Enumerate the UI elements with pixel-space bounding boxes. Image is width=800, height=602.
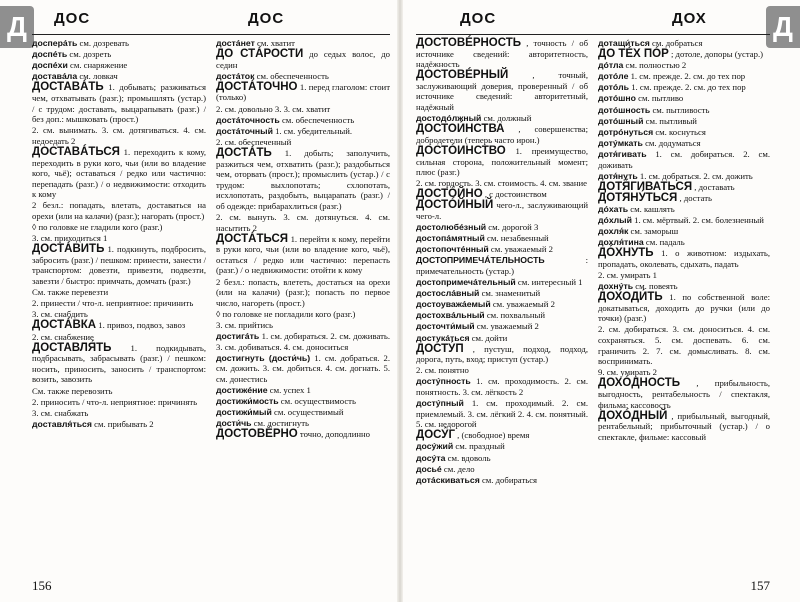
page-number-right: 157 [750, 578, 770, 593]
dictionary-entry [216, 212, 390, 233]
entry-definition: см. добираться [481, 474, 538, 485]
page-number-left: 156 [32, 578, 52, 593]
entry-headword: достослáвный [416, 288, 480, 299]
entry-definition: 1. о животном: издыхать, пропадать, околевать, сдыхать, падать [598, 248, 771, 269]
entry-headword: ДО ТÉХ ПÓР [598, 48, 669, 61]
entry-definition: , достать [679, 192, 712, 203]
entry-definition: 2. см. умирать 1 [598, 269, 658, 280]
dictionary-entry [32, 419, 206, 430]
dictionary-entry [598, 71, 770, 82]
dictionary-entry [416, 464, 588, 475]
entry-headword: доспéть [32, 49, 68, 60]
entry-definition: см. уважаемый 2 [492, 299, 555, 310]
entry-headword: дóхать [598, 203, 629, 214]
entry-definition: см. незабвенный [487, 233, 549, 244]
dictionary-entry [598, 138, 770, 149]
entry-headword: дóтла [598, 60, 624, 71]
entry-headword: дотóле [598, 71, 629, 82]
entry-definition: см. дозреть [69, 49, 112, 60]
dictionary-entry [32, 244, 206, 286]
entry-definition: точно, доподлинно [299, 429, 370, 440]
dictionary-entry [216, 320, 390, 331]
entry-definition: 1. подкидывать, подбрасывать, забрасывать (разг.) / пешком: носить, приносить, заносить / транспортом: возить, завозить [32, 342, 207, 385]
entry-definition: 1. добыть; заполучить, разжиться чем, отхватить (разг.); раздобыться чем, оторвать (прост.); промыслить (устар.) / с трудом: выхлопотать; схлопотать, исхлопотать, раздобыть, выцарапать (разг.) / об одежде: прибарахлиться (разг.) [216, 147, 391, 211]
entry-headword: ДО́ХНУТЬ [598, 247, 654, 260]
entry-definition: 2. см. добираться. 3. см. доноситься. 4. см. сохраняться. 5. см. доспевать. 6. см. граничить 2. 7. см. домысливать. 8. см. воспринимать. [598, 324, 770, 367]
entry-definition: 1. см. убедительный. [275, 125, 353, 136]
dictionary-entry [416, 398, 588, 430]
dictionary-entry [216, 353, 390, 385]
entry-definition: 3. см. прийтись [216, 319, 273, 330]
entry-definition: см. осуществимый [274, 407, 344, 418]
dictionary-entry [416, 38, 588, 70]
dictionary-entry [216, 126, 390, 137]
entry-definition: см. дозревать [79, 38, 130, 48]
running-head-right-1: ДОС [460, 10, 497, 27]
entry-headword: дотáскиваться [416, 474, 480, 485]
dictionary-entry [598, 93, 770, 104]
running-head-left-2: ДОС [248, 10, 285, 27]
right-column-2 [598, 38, 770, 486]
entry-headword: достижи́мый [216, 407, 272, 418]
entry-definition: : примечательность (устар.) [416, 255, 588, 276]
dictionary-entry [598, 127, 770, 138]
entry-headword: достопáмятный [416, 233, 485, 244]
entry-definition: 1. перейти к кому, перейти в руки кого, чьи (или во владение кого, чьё), остаться / редко или частично: перепасть (разг.) / о недвижимости: отойти к кому [216, 233, 390, 276]
entry-definition: чего-л., заслуживающий чего-л. [416, 200, 588, 221]
entry-headword: ДОХÓДНОСТЬ [598, 377, 681, 390]
left-column-2 [216, 38, 390, 440]
entry-headword: ДОСТÓИНСТВО [416, 144, 506, 157]
entry-definition: 1. см. прежде. 2. см. до тех пор [631, 82, 746, 93]
entry-definition: См. также перевозить [32, 385, 113, 396]
entry-definition: , точность / об источнике сведений: авторитетность, надёжность [416, 38, 589, 70]
entry-definition: 3. см. снабжать [32, 407, 89, 418]
entry-definition: см. достигнуть [253, 418, 309, 429]
header-rule-left [32, 34, 390, 35]
dictionary-entry [416, 277, 588, 288]
entry-definition: 1. привоз, подвоз, завоз [98, 320, 186, 331]
entry-definition: см. уважаемый 2 [490, 244, 553, 255]
entry-headword: ДОСТÓЙНО [416, 188, 483, 201]
entry-headword: ДОСТÓЙНЫЙ [416, 199, 494, 212]
entry-definition: 1. перед глаголом: стоит (только) [216, 81, 391, 103]
entry-definition: 2. см. вынуть. 3. см. дотянуться. 4. см. насытить 2 [216, 212, 390, 233]
entry-headword: ДОСТОИ́НСТВА [416, 123, 505, 136]
entry-headword: достигáть [216, 331, 260, 342]
dictionary-entry [598, 270, 770, 281]
entry-definition: , с достоинством [484, 189, 547, 200]
left-column-1 [32, 38, 206, 440]
dictionary-entry [416, 333, 588, 344]
entry-definition: см. должный [483, 113, 532, 124]
dictionary-entry [32, 397, 206, 408]
dictionary-entry [416, 222, 588, 233]
dictionary-entry [32, 49, 206, 60]
entry-definition: 1. переходить к кому, переходить в руки кого, чьи (или во владение кого, чьё); оставаться / редко или частично: перепадать (разг.) / о недвижимости: отходить к кому [32, 146, 206, 200]
entry-definition: 2. принести / что-л. неприятное: причинить [32, 298, 194, 309]
entry-definition: см. праздный [455, 441, 505, 452]
entry-definition: см. прибывать 2 [94, 418, 154, 429]
dictionary-entry [598, 411, 770, 443]
entry-headword: доспéхи [32, 60, 68, 71]
entry-definition: см. полностью 2 [625, 60, 687, 71]
entry-headword: досьé [416, 463, 442, 474]
entry-definition: , совершенства; добродетели (теперь часто ирон.) [416, 124, 588, 145]
entry-definition: см. падаль [645, 237, 685, 248]
entry-headword: дотóль [598, 82, 630, 93]
entry-headword: дохля́к [598, 226, 629, 237]
dictionary-entry [32, 60, 206, 71]
entry-definition: см. коснуться [655, 126, 706, 137]
entry-headword: ДОСТОВÉРНОСТЬ [416, 37, 522, 49]
entry-definition: см. осуществимость [280, 396, 356, 407]
entry-definition: см. успех 1 [269, 385, 311, 395]
entry-definition: 2 безл.: попасть, влететь, достаться на орехи (или на калачи) (разг.); попасть по первое число, нагореть (прост.) [216, 276, 390, 308]
entry-headword: достоуважáемый [416, 299, 491, 310]
dictionary-entry [598, 82, 770, 93]
entry-definition: 1. см. проходимость. 2. см. понятность. 3. см. лёгкость 2 [416, 376, 588, 397]
entry-definition: 2. см. снабжение [32, 331, 94, 342]
entry-headword: досперáть [32, 38, 78, 48]
dictionary-entry [32, 343, 206, 385]
dictionary-entry [216, 71, 390, 82]
entry-definition: см. кашлять [630, 203, 675, 214]
dictionary-entry [416, 299, 588, 310]
dictionary-entry [32, 38, 206, 49]
entry-headword: достопримечáтельный [416, 277, 516, 288]
dictionary-entry [216, 234, 390, 276]
entry-headword: ДОСТОПРИМЕЧÁТЕЛЬНОСТЬ [416, 255, 545, 266]
entry-definition: 1. см. добраться. 2. см. дожить. 3. см. добиться. 4. см. догнать. 5. см. донестись [216, 352, 391, 384]
dictionary-entry [598, 38, 770, 49]
entry-headword: ДОСТАВÁТЬ [32, 81, 104, 94]
dictionary-entry [416, 344, 588, 365]
running-head-left-1: ДОС [54, 10, 91, 27]
dictionary-entry [416, 310, 588, 321]
dictionary-entry [598, 182, 770, 193]
entry-headword: ДОТЯНУ́ТЬСЯ [598, 191, 678, 204]
dictionary-entry [32, 298, 206, 309]
entry-definition: 1. см. добираться. 2. см. доживать [598, 148, 771, 170]
entry-headword: ДОСТÁВКА [32, 319, 97, 332]
entry-definition: 1. подкинуть, подбросить, забросить (разг.) / пешком: принести, занести / транспортом: довезти, привезти, подвезти, завезти / быстро: примчать, домчать (разг.) [32, 244, 206, 287]
entry-definition: 2. приносить / что-л. неприятное: причинять [32, 396, 198, 407]
entry-headword: достýпность [416, 376, 471, 387]
dictionary-entry [216, 49, 390, 70]
dictionary-entry [598, 204, 770, 215]
entry-headword: достукáться [416, 332, 470, 343]
entry-headword: ДОСТАВЛЯ́ТЬ [32, 341, 112, 354]
entry-headword: достигнуть (дости́чь) [216, 352, 311, 363]
entry-definition: см. уважаемый 2 [476, 321, 539, 332]
entry-definition: , прибыльный, выгодный, рентабельный; прибыточный (устар.) / о спектакле, фильме: кассовый [598, 410, 771, 442]
entry-headword: дóхлый [598, 215, 632, 225]
dictionary-entry [416, 124, 588, 145]
right-column-1 [416, 38, 588, 486]
dictionary-entry [598, 105, 770, 116]
entry-definition: см. снаряжение [69, 60, 128, 71]
dictionary-entry [598, 149, 770, 170]
dictionary-entry [598, 248, 770, 269]
dictionary-entry [32, 287, 206, 298]
entry-headword: достодóлжный [416, 113, 482, 124]
dictionary-entry [416, 321, 588, 332]
entry-definition: , прибыльность, выгодность, рентабельность / спектакля, фильма: кассовость [598, 378, 770, 410]
right-page-columns [416, 38, 770, 486]
dictionary-entry [598, 215, 770, 226]
dictionary-entry [32, 200, 206, 221]
entry-definition: см. добраться [652, 38, 703, 48]
entry-headword: дотýмкать [598, 137, 643, 148]
dictionary-entry [416, 376, 588, 397]
entry-definition: 2 безл.: попадать, влетать, доставаться на орехи (или на калачи) (разг.); нагорать (прост.) [32, 200, 206, 221]
header-rule-right [416, 34, 770, 35]
entry-headword: дотóшность [598, 104, 651, 115]
dictionary-entry [32, 320, 206, 331]
entry-headword: достáнет [216, 38, 255, 48]
entry-definition: 2. см. понятно [416, 365, 469, 376]
entry-headword: ДОСТАВÁТЬСЯ [32, 145, 120, 158]
left-page-columns [32, 38, 390, 440]
entry-headword: достолюбéзный [416, 222, 487, 233]
entry-headword: ДОСТОВÉРНЫЙ [416, 69, 509, 82]
entry-headword: дотащи́ться [598, 38, 650, 48]
entry-headword: дотя́нуть [598, 170, 638, 181]
dictionary-entry [416, 244, 588, 255]
entry-headword: ДОСТУ́П [416, 342, 464, 355]
entry-definition: 9. см. умирать 2 [598, 367, 658, 378]
dictionary-entry [216, 309, 390, 320]
entry-headword: ДОСТÁВИТЬ [32, 243, 105, 256]
entry-definition: 1. см. добираться. 2. см. доживать. 3. см. добиваться. 4. см. доноситься [216, 331, 391, 352]
entry-definition: 1. добывать; разживаться чем, отхватывать (разг.); промышлять (устар.) / с трудом: доставать, выцарапывать (разг.) / без доп.: мышковать (прост.) [32, 82, 206, 125]
right-page [400, 0, 800, 602]
entry-definition: 1. преимущество, сильная сторона, положительный момент; плюс (разг.) [416, 145, 589, 178]
dictionary-entry [598, 324, 770, 366]
dictionary-entry [216, 331, 390, 352]
dictionary-entry [32, 408, 206, 419]
dictionary-entry [416, 475, 588, 486]
entry-definition: 1. см. проходимый. 2. см. приемлемый. 3. см. лёгкий 2. 4. см. понятный. 5. см. недорогой [416, 398, 588, 430]
entry-definition: 1. по собственной воле: докатываться, доходить до ручки (или до точки) (разг.) [598, 292, 771, 324]
entry-headword: достáточный [216, 125, 273, 136]
entry-definition: см. дойти [471, 332, 508, 343]
dictionary-entry [216, 104, 390, 115]
entry-headword: досýжий [416, 441, 454, 452]
dictionary-entry [598, 193, 770, 204]
entry-headword: достижи́мость [216, 396, 279, 407]
entry-definition: , (свободное) время [457, 430, 530, 441]
dictionary-entry [216, 82, 390, 103]
dictionary-entry [216, 38, 390, 49]
entry-definition: см. похвальный [486, 310, 545, 321]
dictionary-entry [216, 385, 390, 396]
entry-definition: 2. см. довольно 3. 3. см. хватит [216, 103, 331, 114]
entry-definition: см. дорогой 3 [488, 222, 539, 233]
dictionary-entry [598, 292, 770, 324]
entry-headword: дости́чь [216, 418, 252, 429]
dictionary-entry [416, 430, 588, 441]
dictionary-entry [416, 70, 588, 112]
running-head-right-2: ДОХ [672, 10, 707, 27]
entry-headword: ДОСТÁТОЧНО [216, 80, 298, 93]
entry-definition: ◊ по головке не гладили кого (разг.) [32, 222, 163, 233]
entry-headword: достопочтéнный [416, 244, 489, 255]
entry-definition: см. вдоволь [447, 452, 491, 463]
entry-definition: См. также перевезти [32, 287, 109, 298]
entry-definition: 2. см. гордость. 3. см. стоимость. 4. см. звание [416, 178, 587, 189]
dictionary-entry [416, 200, 588, 221]
dictionary-entry [598, 171, 770, 182]
entry-headword: ДОСТОВÉРНО [216, 428, 298, 441]
dictionary-entry [32, 222, 206, 233]
entry-definition: 1. см. мёртвый. 2. см. болезненный [634, 215, 764, 225]
entry-headword: ДОСТÁТЬСЯ [216, 232, 289, 245]
entry-definition: см. повеять [635, 281, 678, 292]
entry-headword: дотрóнуться [598, 126, 654, 137]
entry-definition: ; дотоле, допоры (устар.) [670, 49, 764, 60]
entry-headword: достýпный [416, 398, 464, 409]
entry-headword: достáток [216, 70, 255, 81]
letter-tab-left: Д [0, 6, 34, 48]
entry-definition: 3. см. снабдить [32, 309, 88, 320]
dictionary-entry [216, 115, 390, 126]
entry-definition: см. обеспеченность [281, 114, 355, 125]
entry-definition: см. хватит [257, 38, 295, 48]
dictionary-entry [216, 137, 390, 148]
entry-headword: ДОСУ́Г [416, 429, 455, 442]
entry-definition: 3. см. приходиться 1 [32, 233, 108, 244]
entry-headword: дохля́тина [598, 237, 644, 248]
dictionary-entry [598, 378, 770, 410]
entry-headword: дотóшно [598, 93, 636, 104]
dictionary-entry [32, 386, 206, 397]
dictionary-entry [32, 82, 206, 124]
entry-definition: см. дело [443, 463, 475, 474]
entry-headword: ДОСТÁТЬ [216, 146, 272, 159]
entry-definition: , доставать [694, 181, 735, 192]
entry-headword: достохвáльный [416, 310, 485, 321]
entry-definition: , точный, заслуживающий доверия, проверенный / об источнике сведений: авторитетный, надёжный [416, 70, 589, 113]
dictionary-entry [216, 429, 390, 440]
dictionary-entry [416, 146, 588, 178]
entry-definition: до седых волос, до седин [216, 49, 390, 70]
entry-definition: 2. см. вынимать. 3. см. дотягиваться. 4. см. недоедать 2 [32, 125, 206, 146]
entry-headword: ДОХОДИ́ТЬ [598, 291, 663, 304]
entry-headword: дотóшный [598, 115, 644, 126]
dictionary-entry [416, 453, 588, 464]
entry-definition: см. обеспеченность [256, 70, 329, 81]
dictionary-entry [598, 49, 770, 60]
entry-definition: см. заморыш [630, 226, 679, 237]
entry-definition: 1. см. прежде. 2. см. до тех пор [630, 71, 746, 82]
entry-headword: досýта [416, 452, 446, 463]
dictionary-entry [216, 148, 390, 212]
entry-definition: , пустуш, подход, подход, дорога, путь, вход; приступ (устар.) [416, 343, 588, 365]
dictionary-entry [598, 226, 770, 237]
entry-definition: см. интересный 1 [517, 277, 583, 288]
dictionary-entry [216, 277, 390, 309]
entry-definition: 1. см. добраться. 2. см. дожить [639, 170, 753, 181]
dictionary-entry [416, 255, 588, 276]
dictionary-entry [416, 288, 588, 299]
entry-definition: см. ловкач [79, 71, 118, 82]
dictionary-entry [32, 147, 206, 200]
entry-headword: дохнýть [598, 281, 634, 292]
dictionary-entry [32, 125, 206, 146]
dictionary-entry [598, 116, 770, 127]
entry-headword: дотя́гивать [598, 148, 647, 159]
entry-definition: см. додуматься [645, 137, 701, 148]
entry-headword: доставля́ться [32, 418, 92, 429]
entry-headword: достижéние [216, 385, 268, 395]
entry-definition: см. пытливость [652, 104, 710, 115]
dictionary-entry [216, 407, 390, 418]
dictionary-entry [32, 332, 206, 343]
entry-definition: см. знаменитый [481, 288, 541, 299]
entry-headword: доставáла [32, 71, 78, 82]
dictionary-entry [416, 365, 588, 376]
entry-headword: ДО СТÁРОСТИ [216, 48, 304, 61]
entry-definition: см. пытливый [645, 115, 697, 126]
dictionary-entry [598, 60, 770, 71]
dictionary-entry [416, 233, 588, 244]
dictionary-entry [216, 396, 390, 407]
entry-headword: досточти́мый [416, 321, 475, 332]
entry-headword: ДОХÓДНЫЙ [598, 409, 668, 422]
entry-definition: см. пытливо [638, 93, 684, 104]
entry-definition: ◊ по головке не погладили кого (разг.) [216, 308, 356, 319]
dictionary-entry [416, 441, 588, 452]
entry-headword: ДОТЯ́ГИВАТЬСЯ [598, 180, 693, 193]
entry-definition: 2. см. обеспеченный [216, 136, 292, 147]
letter-tab-right: Д [766, 6, 800, 48]
entry-headword: достáточность [216, 114, 280, 125]
